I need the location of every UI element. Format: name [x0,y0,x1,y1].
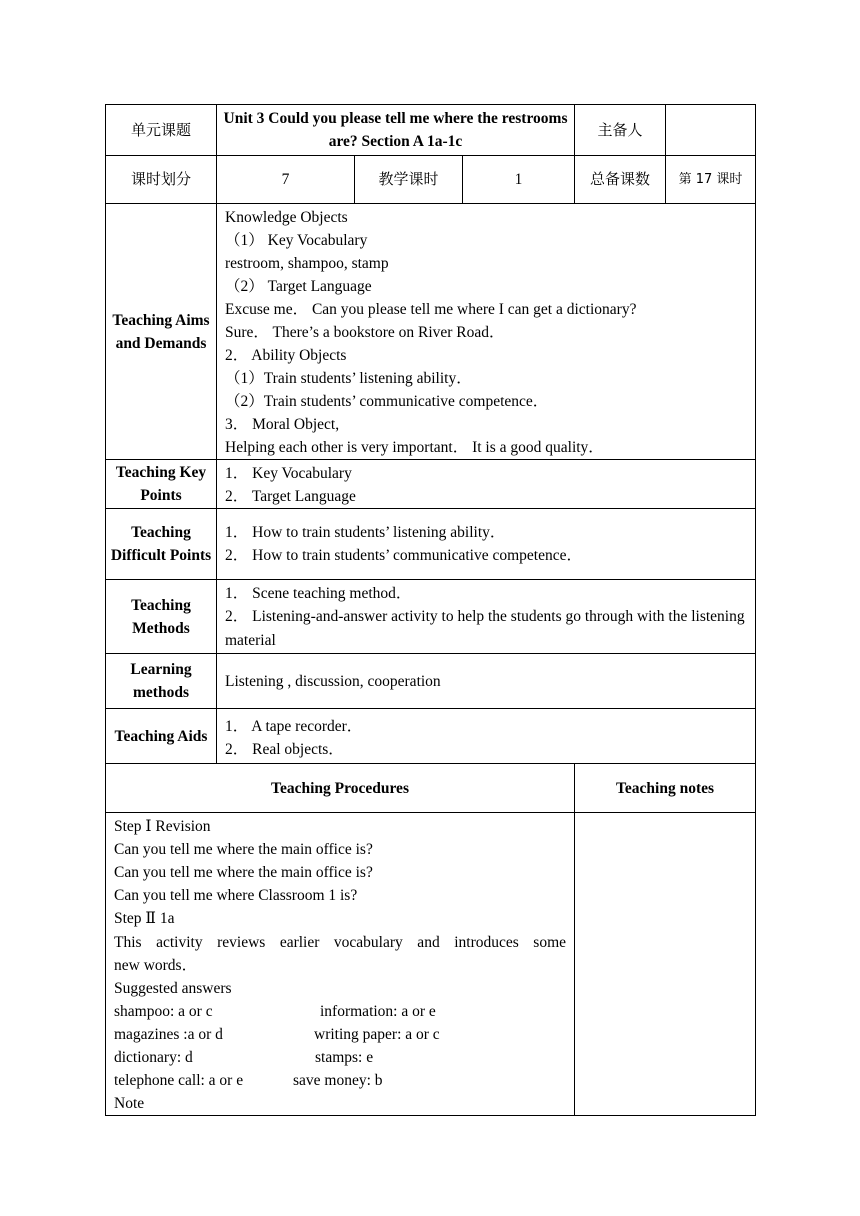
aid-line: 1． A tape recorder． [225,718,363,735]
answer-left: telephone call: a or e [114,1072,244,1089]
procedures-content [106,813,575,1116]
row-procedures [106,813,756,1116]
procedure-line: Step Ⅰ Revision [114,818,211,835]
row-period [106,156,756,204]
answer-left: magazines :a or d [114,1026,223,1043]
aims-line: 2． Ability Objects [225,347,347,364]
unit-title: Unit 3 Could you please tell me where the restrooms are? Section A 1a-1c [217,105,575,156]
suggested-answers-label: Suggested answers [114,980,232,997]
answer-row [114,1023,566,1046]
learning-label: Learning methods [106,654,217,709]
row-procedures-header [106,764,756,813]
answer-right: information: a or e [320,1003,436,1020]
aims-line: Sure． There’s a bookstore on River Road． [225,324,505,341]
answer-row [114,1000,566,1023]
aims-content [217,204,756,460]
preparer-label: 主备人 [575,105,666,156]
procedure-line: Can you tell me where the main office is? [114,864,373,881]
aids-label: Teaching Aids [106,709,217,764]
preparer-value [666,105,756,156]
key-point-line: 1． Key Vocabulary [225,465,352,482]
row-learning [106,654,756,709]
aims-label: Teaching Aims and Demands [106,204,217,460]
row-key-points [106,460,756,509]
answer-left: dictionary: d [114,1049,193,1066]
key-points-label: Teaching Key Points [106,460,217,509]
answer-right: stamps: e [315,1049,374,1066]
aims-line: Knowledge Objects [225,209,348,226]
row-difficult-points [106,509,756,580]
methods-content [217,580,756,654]
period-label: 课时划分 [106,156,217,204]
aims-line: Excuse me． Can you please tell me where I can get a dictionary? [225,301,637,318]
learning-content: Listening , discussion, cooperation [217,654,756,709]
key-points-content [217,460,756,509]
methods-label: Teaching Methods [106,580,217,654]
note-label: Note [114,1095,145,1112]
aid-line: 2． Real objects． [225,741,344,758]
period-value: 7 [217,156,355,204]
key-point-line: 2． Target Language [225,488,356,505]
difficult-point-line: 2． How to train students’ communicative competence． [225,547,582,564]
answer-right: save money: b [293,1072,383,1089]
procedure-line: Step Ⅱ 1a [114,910,175,927]
row-aims [106,204,756,460]
answer-row [114,1069,566,1092]
activity-line: new words． [114,957,198,974]
aims-line: （2） Target Language [225,278,372,295]
difficult-points-label: Teaching Difficult Points [106,509,217,580]
difficult-points-content [217,509,756,580]
answer-row [114,1046,566,1069]
notes-header: Teaching notes [575,764,756,813]
method-line: 1． Scene teaching method． [225,585,412,602]
lesson-plan-table [105,104,756,1116]
difficult-point-line: 1． How to train students’ listening ability． [225,524,506,541]
row-methods [106,580,756,654]
row-unit [106,105,756,156]
aims-line: （1） Key Vocabulary [225,232,368,249]
aims-line: （2）Train students’ communicative competence． [225,393,549,410]
lesson-value: 1 [463,156,575,204]
aims-line: （1）Train students’ listening ability． [225,370,472,387]
procedure-line: Can you tell me where the main office is? [114,841,373,858]
total-value: 第 17 课时 [666,156,756,204]
aims-line: Helping each other is very important． It is a good quality． [225,439,604,456]
row-aids [106,709,756,764]
method-line: 2． Listening-and-answer activity to help the students go through with the listening material [225,608,745,649]
procedures-header: Teaching Procedures [106,764,575,813]
unit-label: 单元课题 [106,105,217,156]
procedure-line: Can you tell me where Classroom 1 is? [114,887,358,904]
aids-content [217,709,756,764]
total-label: 总备课数 [575,156,666,204]
activity-line: This activity reviews earlier vocabulary and introduces some [114,934,567,951]
lesson-label: 教学课时 [355,156,463,204]
aims-line: restroom, shampoo, stamp [225,255,389,272]
answer-left: shampoo: a or c [114,1003,213,1020]
aims-line: 3． Moral Object, [225,416,340,433]
answer-right: writing paper: a or c [314,1026,440,1043]
teaching-notes-cell [575,813,756,1116]
